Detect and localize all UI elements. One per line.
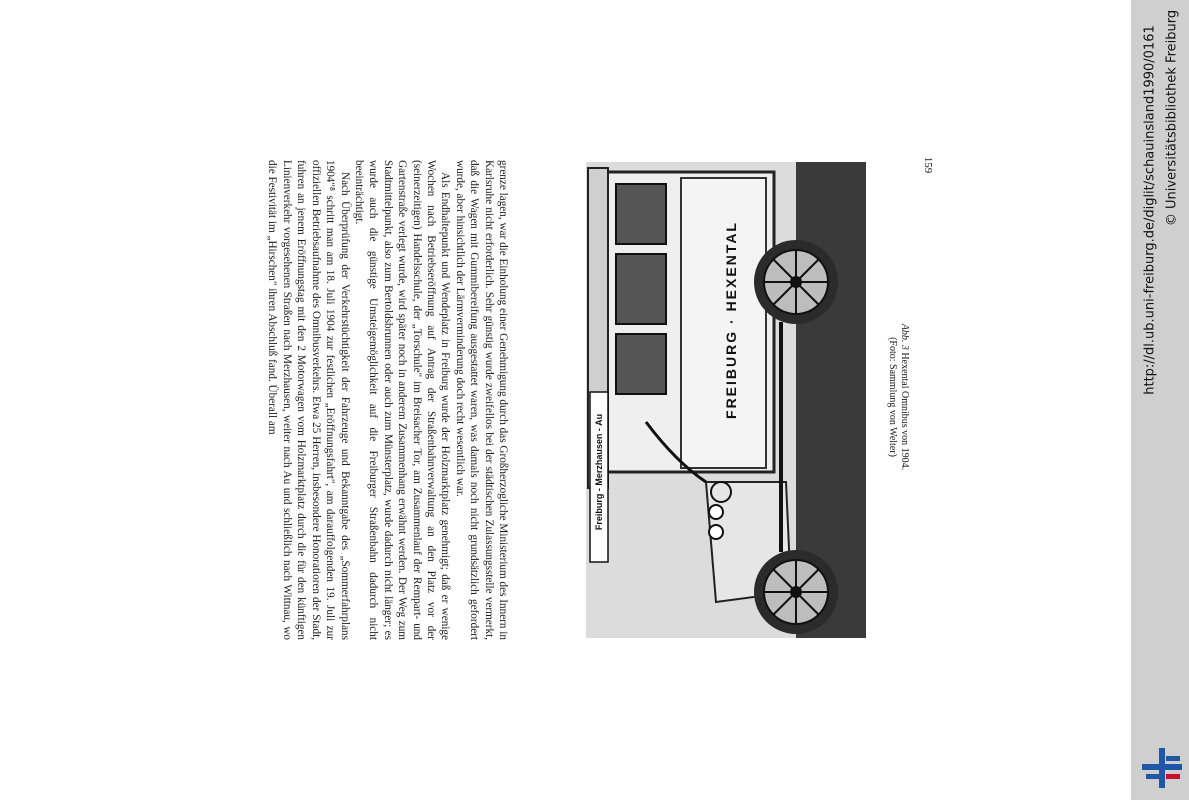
caption-label: Abb. 3 (899, 323, 910, 350)
page-number: 159 (922, 156, 934, 174)
omnibus-photo (586, 162, 866, 638)
photo-caption (870, 247, 910, 547)
library-logo-icon[interactable] (1142, 748, 1182, 788)
copyright-notice: © Universitätsbibliothek Freiburg (1164, 9, 1180, 227)
route-board-text: Freiburg - Merzhausen - Au (594, 413, 604, 531)
paragraph-3: Nach Überprüfung der Verkehrstüchtigkeit der Fahrzeuge und Bekanntgabe des „Sommerfahrplans 1904"⁸ schritt man am 18. Juli 1904 zur festlichen „Eröffnungsfahrt", am darauffolgenden 19. Juli zur offiziellen Betriebsaufnahme des Omnibusverkehrs. Etwa 25 Herren, insbesondere Honoratioren der Stadt, fuhren an jenem Eröffnungstag mit den 2 Motorwagen vom Holzmarktplatz durch die für den künftigen Linienverkehr vorgesehenen Straßen nach Merzhausen, weiter nach Au und schließlich nach Wittnau, wo die Festivität im „Hirschen" ihren Abschluß fand. Überall am (266, 160, 351, 640)
caption-credit: (Foto: Sammlung von Welter) (887, 337, 898, 457)
body-text-column (190, 160, 510, 640)
permalink-url[interactable]: http://dl.ub.uni-freiburg.de/diglit/schauinsland1990/0161 (1142, 25, 1158, 395)
viewer-sidebar (1131, 0, 1189, 800)
caption-text: Hexental Omnibus von 1904. (899, 352, 910, 471)
paragraph-2: Als Endhaltepunkt und Wendeplatz in Freiburg wurde der Holzmarktplatz genehmigt; daß er wenige Wochen nach Betriebseröffnung auf Antrag der Straßenbahnverwaltung an den Platz vor der (seinerzeitigen) Handelsschule, der „Torschule" im Breisacher Tor, am Zusammenlauf der Rempart- und Gartenstraße verlegt wurde, wird später noch in anderem Zusammenhang erwähnt werden. Der Weg zum Stadtmittelpunkt, also zum Bertoldsbrunnen oder auch zum Münsterplatz, wurde dadurch nicht länger; es wurde auch die günstige Umsteigemöglichkeit auf die Freiburger Straßenbahn dadurch nicht beeinträchtigt. (352, 160, 452, 640)
paragraph-1: grenze lagen, war die Einholung einer Genehmigung durch das Großherzogliche Ministerium des Innern in Karlsruhe nicht erforderlich. Sehr günstig wurde zweifellos bei der städtischen Zulassungsstelle vermerkt, daß die Wagen mit Gummibereifung ausgestattet waren, was damals noch nicht grundsätzlich gefordert wurde, aber hinsichtlich der Lärmverminderung doch recht wesentlich war. (453, 160, 509, 640)
bus-side-lettering: FREIBURG · HEXENTAL (723, 221, 739, 419)
